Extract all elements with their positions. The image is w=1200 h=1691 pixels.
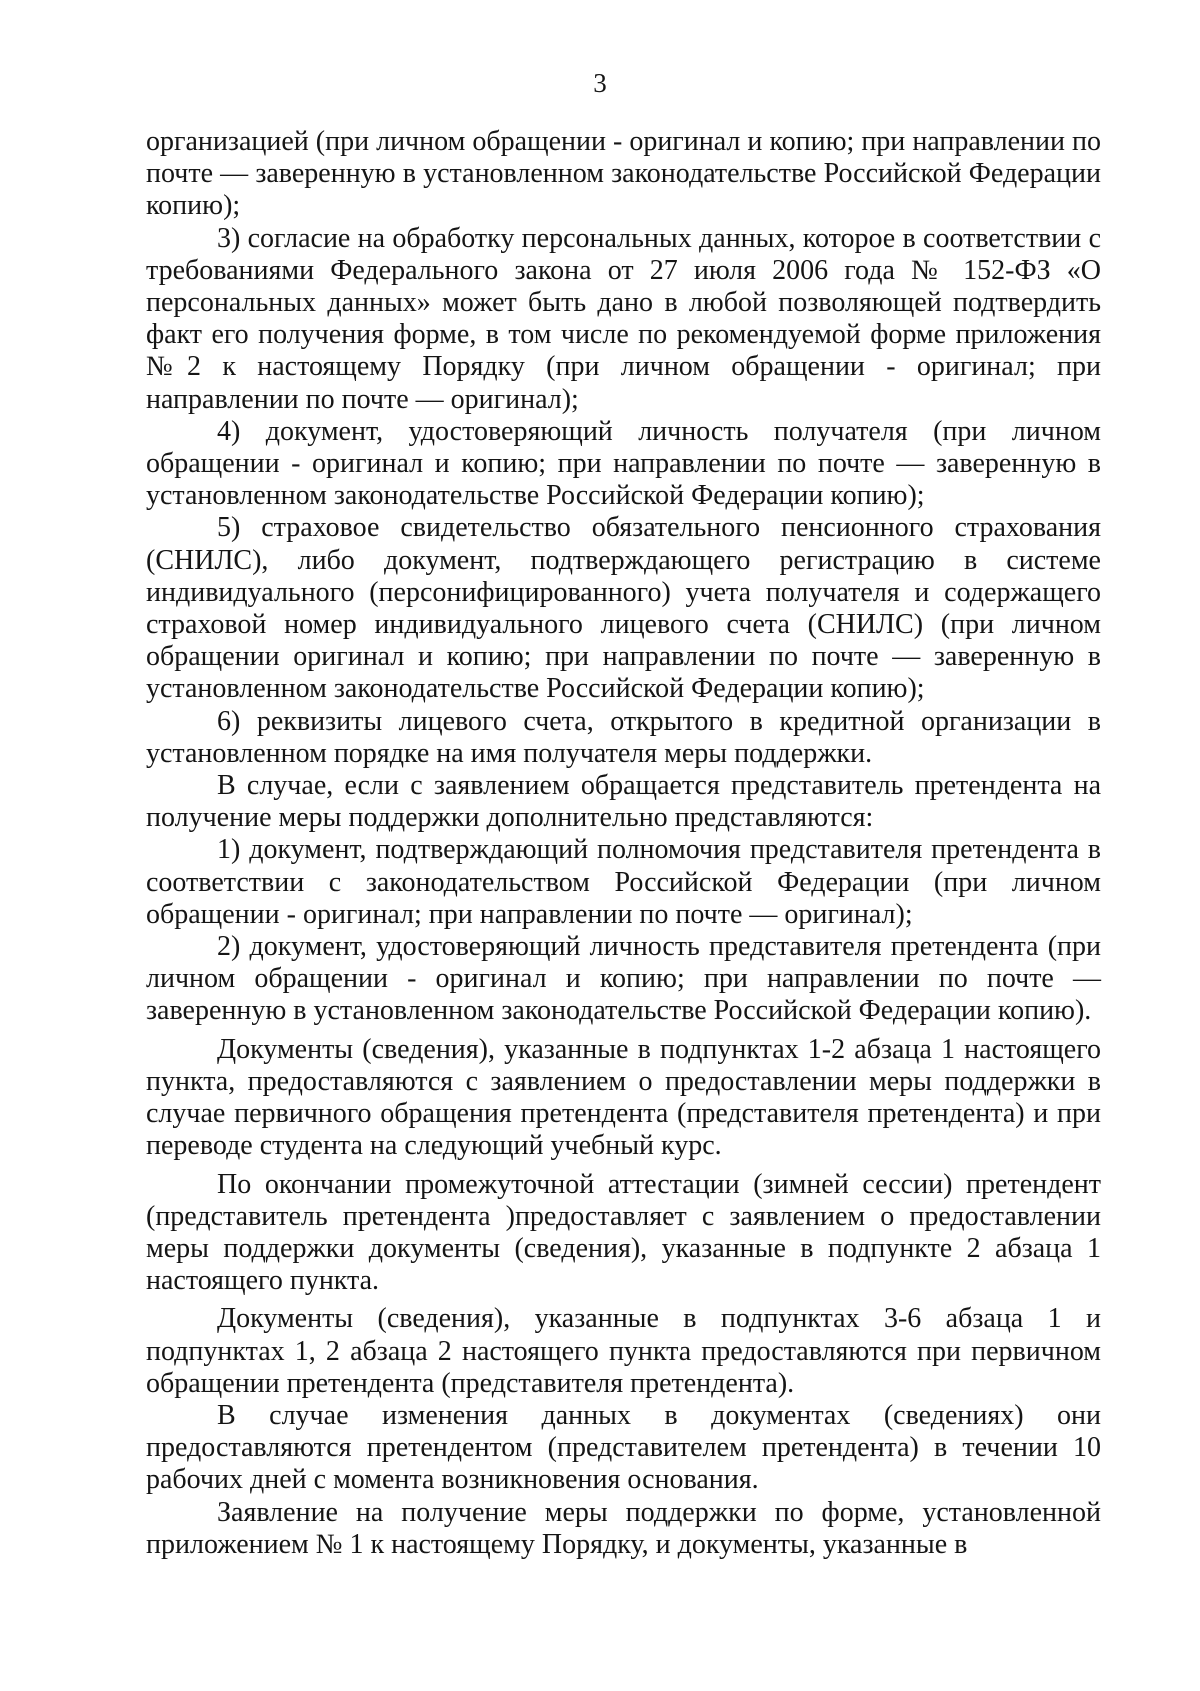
- page-number: 3: [593, 68, 607, 98]
- paragraph-item-3-consent: 3) согласие на обработку персональных данных, которое в соответствии с требованиями Федерального закона от 27 июля 2006 года № 152-ФЗ «О персональных данных» может быть дано в любой позволяющей подтвердить факт его получения форме, в том числе по рекомендуемой форме приложения №2 к настоящему Порядку (при личном обращении - оригинал; при направлении по почте — оригинал);: [146, 222, 1101, 415]
- paragraph-primary-documents: Документы (сведения), указанные в подпунктах 3-6 абзаца 1 и подпунктах 1, 2 абзаца 2 настоящего пункта предоставляются при первичном обращении претендента (представителя претендента).: [146, 1303, 1101, 1399]
- paragraph-first-application-documents: Документы (сведения), указанные в подпунктах 1-2 абзаца 1 настоящего пункта, предоставляются с заявлением о предоставлении меры поддержки в случае первичного обращения претендента (представителя претендента) и при переводе студента на следующий учебный курс.: [146, 1033, 1101, 1162]
- paragraph-continuation: организацией (при личном обращении - оригинал и копию; при направлении по почте — заверенную в установленном законодательстве Российской Федерации копию);: [146, 126, 1101, 222]
- paragraph-application-form: Заявление на получение меры поддержки по форме, установленной приложением № 1 к настоящему Порядку, и документы, указанные в: [146, 1496, 1101, 1560]
- paragraph-representative-intro: В случае, если с заявлением обращается представитель претендента на получение меры поддержки дополнительно представляются:: [146, 770, 1101, 834]
- paragraph-item-5-snils: 5) страховое свидетельство обязательного пенсионного страхования (СНИЛС), либо документ, подтверждающего регистрацию в системе индивидуального (персонифицированного) учета получателя и содержащего страховой номер индивидуального лицевого счета (СНИЛС) (при личном обращении оригинал и копию; при направлении по почте — заверенную в установленном законодательстве Российской Федерации копию);: [146, 512, 1101, 705]
- paragraph-data-change: В случае изменения данных в документах (сведениях) они предоставляются претендентом (представителем претендента) в течении 10 рабочих дней с момента возникновения основания.: [146, 1399, 1101, 1496]
- paragraph-item-4-identity-document: 4) документ, удостоверяющий личность получателя (при личном обращении - оригинал и копию; при направлении по почте — заверенную в установленном законодательстве Российской Федерации копию);: [146, 415, 1101, 512]
- paragraph-winter-session-documents: По окончании промежуточной аттестации (зимней сессии) претендент (представитель претендента )предоставляет с заявлением о предоставлении меры поддержки документы (сведения), указанные в подпункте 2 абзаца 1 настоящего пункта.: [146, 1168, 1101, 1297]
- paragraph-representative-item-2: 2) документ, удостоверяющий личность представителя претендента (при личном обращении - оригинал и копию; при направлении по почте — заверенную в установленном законодательстве Российской Федерации копию).: [146, 931, 1101, 1027]
- paragraph-item-6-account-details: 6) реквизиты лицевого счета, открытого в кредитной организации в установленном порядке на имя получателя меры поддержки.: [146, 705, 1101, 769]
- document-body: [146, 126, 1101, 1561]
- paragraph-representative-item-1: 1) документ, подтверждающий полномочия представителя претендента в соответствии с законодательством Российской Федерации (при личном обращении - оригинал; при направлении по почте — оригинал);: [146, 834, 1101, 930]
